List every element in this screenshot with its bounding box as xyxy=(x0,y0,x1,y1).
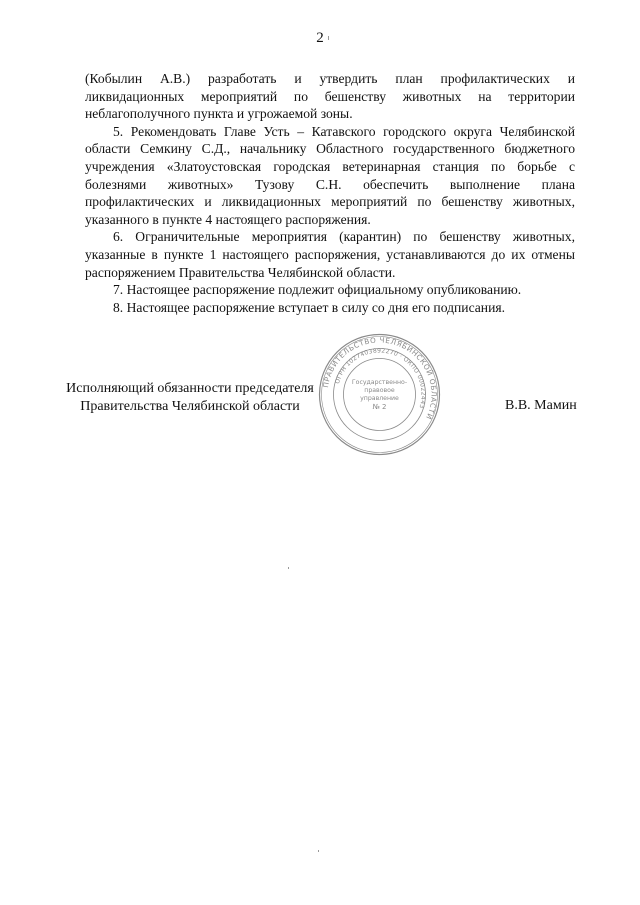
paragraph-8: 8. Настоящее распоряжение вступает в силу со дня его подписания. xyxy=(113,299,506,315)
seal-center-line-2: правовое xyxy=(364,387,395,394)
page-number: 2 xyxy=(316,30,324,46)
signer-title xyxy=(60,380,320,416)
signer-name: В.В. Мамин xyxy=(505,398,577,413)
seal-inner-text: ОГРН 1027403892270 · ОКПО 00022443 xyxy=(333,347,427,410)
official-seal xyxy=(317,332,442,457)
paragraph-5: 5. Рекомендовать Главе Усть – Катавского городского округа Челябинской области Семкину С.Д., начальнику Областного государственного бюджетного учреждения «Златоустовская городская ветеринарная станция по борьбе с болезнями животных» Тузову С.Н. обеспечить выполнение плана профилактических и ликвидационных мероприятий по бешенству животных, указанного в пункте 4 настоящего распоряжения. xyxy=(85,123,575,227)
scan-speck xyxy=(288,567,289,569)
paragraph-7: 7. Настоящее распоряжение подлежит официальному опубликованию. xyxy=(113,282,522,298)
signer-title-line-2: Правительства Челябинской области xyxy=(80,399,300,414)
scan-speck xyxy=(328,36,329,40)
signer-title-line-1: Исполняющий обязанности председателя xyxy=(66,381,314,396)
scan-speck xyxy=(318,850,319,852)
document-body xyxy=(85,70,575,316)
seal-center-line-4: № 2 xyxy=(372,403,387,411)
seal-center-line-1: Государственно- xyxy=(351,379,408,386)
paragraph-6: 6. Ограничительные мероприятия (карантин) по бешенству животных, указанные в пункте 1 настоящего распоряжения, устанавливаются до их отмены распоряжением Правительства Челябинской области. xyxy=(85,229,575,280)
paragraph-continuation: (Кобылин А.В.) разработать и утвердить план профилактических и ликвидационных мероприятий по бешенству животных на территории неблагополучного пункта и угрожаемой зоны. xyxy=(85,71,575,122)
seal-center-line-3: управление xyxy=(360,395,399,402)
seal-outer-text: ПРАВИТЕЛЬСТВО ЧЕЛЯБИНСКОЙ ОБЛАСТИ xyxy=(320,335,439,422)
